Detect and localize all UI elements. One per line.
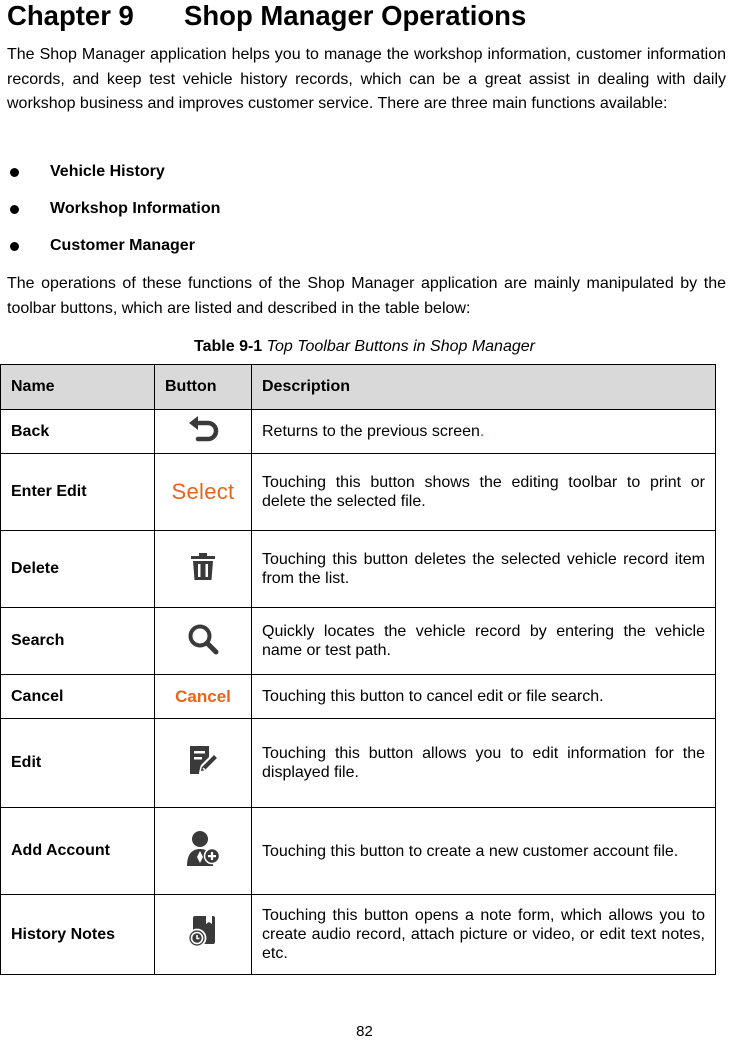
select-text-icon: Select xyxy=(171,479,235,504)
table-header-row xyxy=(1,365,716,410)
table-row xyxy=(1,531,716,608)
add-account-icon xyxy=(185,829,221,874)
header-name: Name xyxy=(1,365,155,410)
edit-icon xyxy=(187,743,219,784)
table-row xyxy=(1,895,716,975)
row-description: Touching this button deletes the selected vehicle record item from the list. xyxy=(252,531,716,608)
row-description: Touching this button allows you to edit information for the displayed file. xyxy=(252,719,716,808)
row-name: History Notes xyxy=(1,895,155,975)
row-description: Touching this button to cancel edit or file search. xyxy=(252,675,716,719)
trash-icon xyxy=(189,553,217,586)
row-description: Quickly locates the vehicle record by entering the vehicle name or test path. xyxy=(252,608,716,675)
row-name: Add Account xyxy=(1,808,155,895)
row-name: Back xyxy=(1,410,155,454)
table-caption-text: Top Toolbar Buttons in Shop Manager xyxy=(266,338,535,355)
table-row xyxy=(1,719,716,808)
row-description: Touching this button opens a note form, which allows you to create audio record, attach picture or video, or edit text notes, etc. xyxy=(252,895,716,975)
header-button: Button xyxy=(155,365,252,410)
chapter-title: Shop Manager Operations xyxy=(184,0,527,31)
table-row xyxy=(1,808,716,895)
row-name: Edit xyxy=(1,719,155,808)
table-label: Table 9-1 xyxy=(194,338,263,355)
row-name: Enter Edit xyxy=(1,454,155,531)
back-arrow-icon xyxy=(186,414,220,449)
header-description: Description xyxy=(252,365,716,410)
table-row xyxy=(1,608,716,675)
row-description: Touching this button to create a new customer account file. xyxy=(252,808,716,895)
table-row xyxy=(1,675,716,719)
table-caption xyxy=(0,338,729,356)
table-row xyxy=(1,454,716,531)
chapter-heading xyxy=(7,0,526,32)
list-item: Customer Manager xyxy=(7,234,220,271)
chapter-number: Chapter 9 xyxy=(7,0,134,31)
row-description: Returns to the previous screen. xyxy=(252,410,716,454)
page-number: 82 xyxy=(356,1023,373,1040)
row-description: Touching this button shows the editing toolbar to print or delete the selected file. xyxy=(252,454,716,531)
operations-paragraph: The operations of these functions of the Shop Manager application are mainly manipulated by the toolbar buttons, which are listed and described in the table below: xyxy=(7,275,726,317)
bullet-icon xyxy=(10,205,19,214)
bullet-icon xyxy=(10,242,19,251)
row-name: Search xyxy=(1,608,155,675)
row-name: Cancel xyxy=(1,675,155,719)
row-name: Delete xyxy=(1,531,155,608)
search-icon xyxy=(187,623,219,660)
list-item: Workshop Information xyxy=(7,197,220,234)
function-list xyxy=(7,160,220,271)
cancel-text-icon: Cancel xyxy=(175,686,231,706)
intro-paragraph: The Shop Manager application helps you to manage the workshop information, customer information records, and keep test vehicle history records, which can be a great assist in dealing with daily workshop business and improves customer service. There are three main functions available: xyxy=(7,46,726,112)
table-row xyxy=(1,410,716,454)
history-notes-icon xyxy=(187,914,219,955)
bullet-icon xyxy=(10,168,19,177)
toolbar-buttons-table xyxy=(0,364,716,975)
list-item: Vehicle History xyxy=(7,160,220,197)
